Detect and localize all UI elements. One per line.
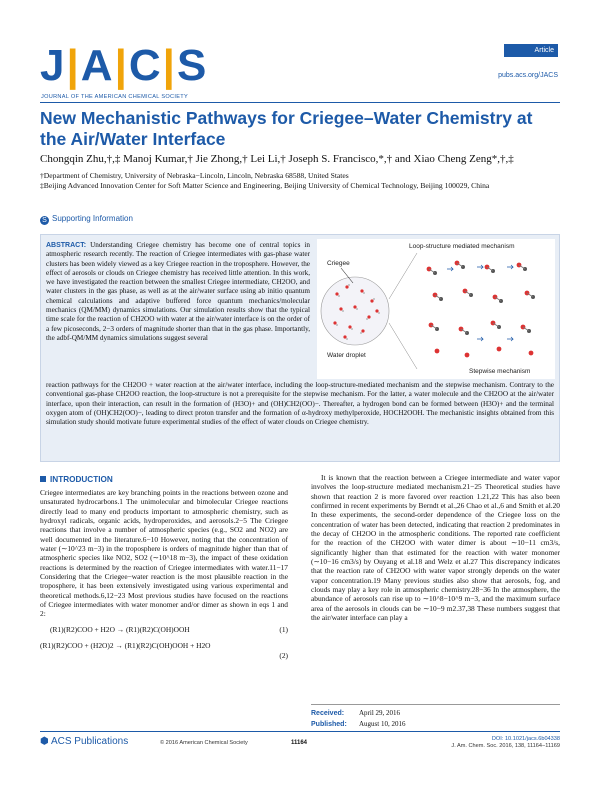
supporting-info-link[interactable] — [40, 214, 133, 225]
supporting-info-label: Supporting Information — [52, 214, 133, 223]
section-heading-label: INTRODUCTION — [50, 475, 113, 484]
abstract-label: ABSTRACT: — [46, 242, 87, 249]
equation-1 — [40, 625, 288, 637]
equation-1-number: (1) — [279, 624, 288, 634]
intro-paragraph-1: Criegee intermediates are key branching points in the reactions between ozone and unsaturated hydrocarbons.1 The unimolecular and bimolecular Criegee reactions directly lead to many end products important to atmospheric chemistry, such as hydroxyl radicals, organic acids, hydroperoxides, and aerosols.2−5 The Criegee reactions that involve a number of atmospheric species (e.g., SO2 and NO2) are well documented in the literature.6−10 However, noting that the concentration of water (∼10^23 m−3) in the troposphere is orders of magnitude higher than that of atmospheric species like NO2, SO2 (∼10^18 m−3), the impact of these oxidation reactions is determined by the reaction of Criegee intermediates with water.11−17 Considering that the Criegee−water reaction is the most plausible reaction in the troposphere, it has been extensively investigated using various experimental and theoretical methods.6,12−23 Most previous studies have focused on the reactions of Criegee intermediates with water monomer and/or dimer as shown in eqs 1 and 2: — [40, 488, 288, 619]
equation-1-body: (R1)(R2)COO + H2O → (R1)(R2)C(OH)OOH — [50, 624, 190, 634]
mechanism-illustration — [317, 239, 555, 379]
logo-letter: A — [80, 41, 114, 90]
published-label: Published: — [311, 721, 347, 728]
received-date: April 29, 2016 — [359, 709, 401, 717]
acs-publications-logo[interactable] — [40, 736, 128, 747]
section-square-icon — [40, 476, 46, 482]
doi-link[interactable]: DOI: 10.1021/jacs.6b04338 — [491, 736, 560, 742]
graphic-top-label: Loop-structure mediated mechanism — [409, 243, 515, 250]
graphic-droplet-label: Water droplet — [327, 352, 366, 359]
affiliation-2: ‡Beijing Advanced Innovation Center for Soft Matter Science and Engineering, Beijing University of Chemical Technology, Beijing 100029, China — [40, 181, 490, 190]
journal-logo: J|A|C|S — [40, 41, 208, 90]
author-list: Chongqin Zhu,†,‡ Manoj Kumar,† Jie Zhong,† Lei Li,† Joseph S. Francisco,*,† and Xiao Cheng Zeng*,†,‡ — [40, 153, 514, 165]
section-heading — [40, 475, 113, 484]
publisher-name: ACS Publications — [50, 736, 129, 747]
affiliation-1: †Department of Chemistry, University of Nebraska−Lincoln, Lincoln, Nebraska 68588, United States — [40, 171, 349, 180]
published-date: August 10, 2016 — [359, 720, 406, 728]
article-type-badge: Article — [504, 44, 558, 57]
right-column — [311, 473, 560, 623]
zoom-line-top — [389, 253, 417, 299]
copyright: © 2016 American Chemical Society — [160, 740, 248, 746]
logo-letter: S — [176, 41, 208, 90]
logo-letter: C — [128, 41, 162, 90]
equation-2-body: (R1)(R2)COO + (H2O)2 → (R1)(R2)C(OH)OOH + H2O — [40, 640, 211, 650]
journal-name: JOURNAL OF THE AMERICAN CHEMICAL SOCIETY — [41, 94, 188, 100]
abstract-text-top — [46, 241, 310, 343]
logo-letter: J — [40, 41, 66, 90]
citation-info — [451, 736, 560, 750]
toc-graphic — [317, 239, 555, 379]
acs-hexagon-icon: ⬢ — [40, 736, 49, 747]
dates-divider — [311, 704, 560, 705]
received-label: Received: — [311, 710, 345, 717]
article-title: New Mechanistic Pathways for Criegee–Water Chemistry at the Air/Water Interface — [40, 108, 533, 149]
header-divider — [40, 102, 560, 103]
graphic-criegee-label: Criegee — [327, 260, 350, 267]
equation-2 — [40, 641, 288, 661]
journal-url[interactable]: pubs.acs.org/JACS — [498, 72, 558, 79]
footer-divider — [40, 731, 560, 732]
water-droplet-shape — [321, 277, 389, 345]
page-number: 11164 — [291, 740, 308, 746]
publication-dates — [311, 708, 560, 730]
intro-paragraph-2: It is known that the reaction between a Criegee intermediate and water vapor involves the loop-structure mediated mechanism.21−25 Theoretical studies have shown that reaction 2 is more favored over reaction 1.21,22 This has also been confirmed in recent experiments by Berndt et al.,26 Chao et al.,6 and Smith et al.20 In these experiments, the second-order dependence of the Criegee loss on the concentration of water has been detected, indicating that reaction 2 predominates in the decay of CH2OO in the atmospheric conditions. The reported rate coefficient for the reaction of the CH2OO with water dimer is about ∼10−11 cm3/s, significantly higher than that estimated for the reaction with water monomer (∼10−16 cm3/s) by Ouyang et al.18 and Welz et al.27 This discrepancy indicates that the reaction rate of CH2OO with water vapor strongly depends on the water vapor concentration.19 Many previous studies also show that aerosols, fog, and clouds may play a key role in atmospheric chemistry.28−36 In the atmosphere, the abundance of aerosols can rise up to ∼10^8−10^9 m−3, and the maximum surface area of the aerosols in clouds can be ∼10−9 m2.37,38 These numbers suggest that the air/water interface can play a — [311, 473, 560, 623]
graphic-bottom-label: Stepwise mechanism — [469, 368, 531, 375]
affiliations — [40, 171, 560, 191]
abstract-part1: Understanding Criegee chemistry has become one of central topics in atmospheric research recently. The reaction of Criegee intermediates with gas-phase water clusters has been widely viewed as a key Criegee reaction in the troposphere. However, the effect of aerosols or clouds on Criegee chemistry has received little attention. In this work, we have investigated the reaction between the smallest Criegee intermediate, CH2OO, and water clusters in the gas phase, as well as at the air/water surface using ab initio quantum chemical calculations and adaptive buffered force quantum mechanics/molecular mechanics (QM/MM) dynamics simulations. Our simulation results show that the typical time scale for the reaction of CH2OO with water at the air/water interface is on the order of a few picoseconds, 2−3 orders of magnitude shorter than that in the gas phase. Importantly, the adbf-QM/MM dynamics simulations suggest several — [46, 241, 310, 342]
supporting-info-icon: S — [40, 216, 49, 225]
citation: J. Am. Chem. Soc. 2016, 138, 11164−11169 — [451, 743, 560, 749]
left-column — [40, 488, 288, 661]
zoom-line-bottom — [389, 323, 417, 369]
abstract-text-bottom: reaction pathways for the CH2OO + water reaction at the air/water interface, including the loop-structure-mediated mechanism and the stepwise mechanism. Contrary to the conventional gas-phase CH2OO reaction, the loop-structure is not a prerequisite for the stepwise mechanism. For the latter, a water molecule and the CH2OO at the air/water interface, upon their interaction, can result in the formation of (H3O)+ and (OH)CH2(OO)−. Thereafter, a hydrogen bond can be formed between (H3O)+ and the terminal oxygen atom of (OH)CH2(OO)−, leading to direct proton transfer and the formation of α-hydroxy methylperoxide, HOCH2OOH. The mechanistic insights obtained from this simulation study should motivate future experimental studies of the effect of water clouds on Criegee chemistry. — [46, 381, 554, 427]
molecular-snapshots — [427, 261, 535, 358]
equation-2-number: (2) — [279, 650, 288, 660]
